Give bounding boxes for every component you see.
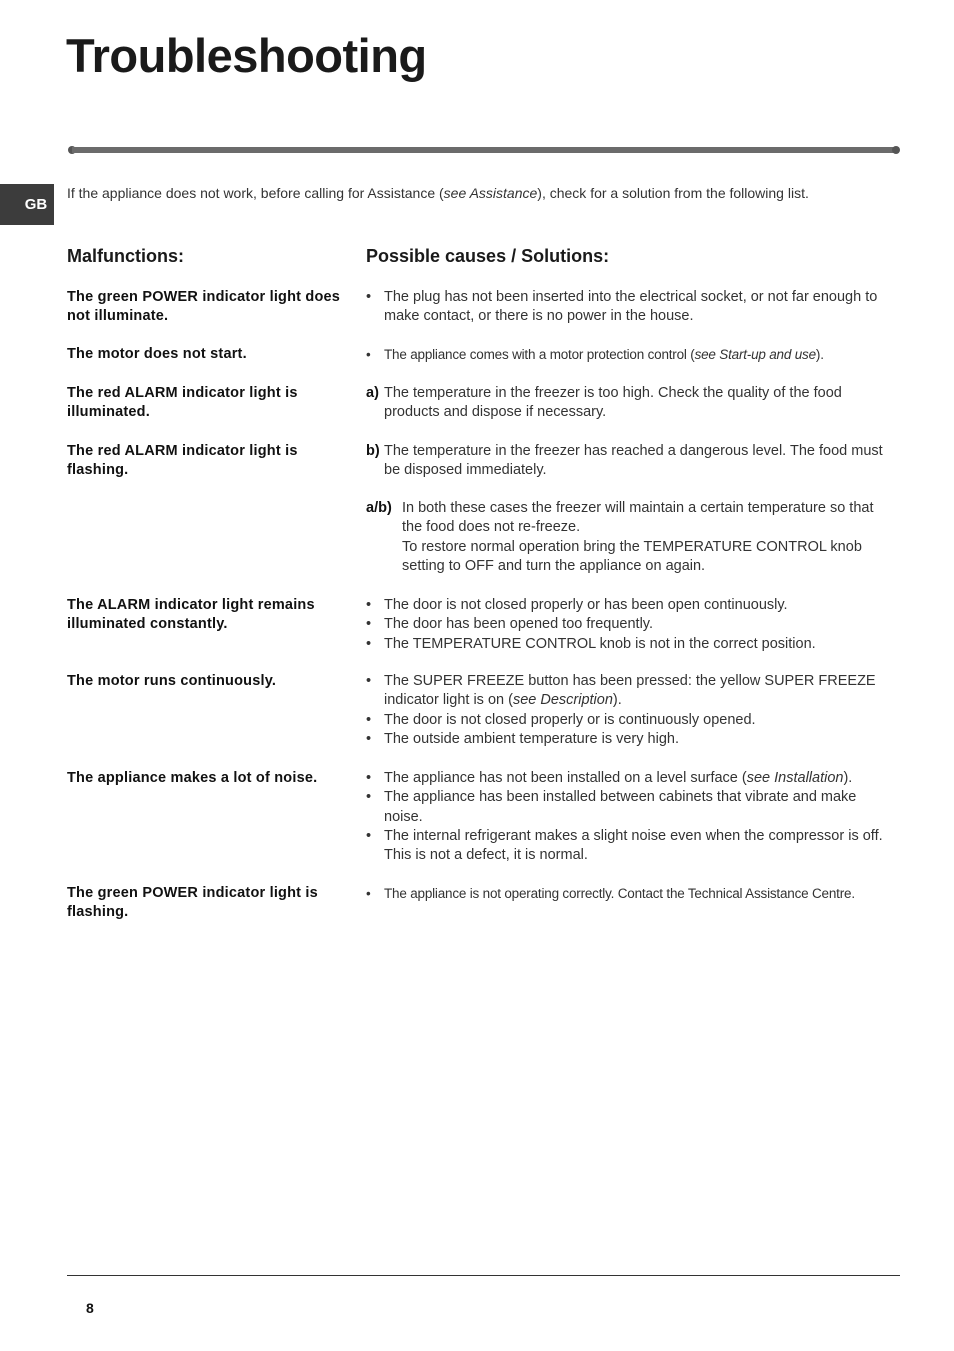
solution-text-after: ). (612, 692, 622, 709)
solution-2 (366, 345, 886, 364)
page-number: 8 (86, 1300, 94, 1316)
bullet: • (366, 616, 372, 633)
solution-5 (366, 499, 886, 576)
solution-item (366, 711, 886, 730)
bullet: • (366, 597, 372, 613)
solution-9 (366, 884, 886, 903)
solution-text: In both these cases the freezer will maintain a certain temperature so that the food does not re-freeze. (402, 500, 874, 536)
solution-4 (366, 442, 886, 481)
solution-ref: see Start-up and use (694, 347, 816, 362)
solution-text: The temperature in the freezer is too high. Check the quality of the food products and dispose if necessary. (384, 385, 842, 421)
solutions-heading: Possible causes / Solutions: (366, 246, 610, 266)
malfunction-5: The ALARM indicator light remains illuminated constantly. (67, 597, 315, 632)
solution-1 (366, 288, 886, 327)
intro-after: ), check for a solution from the following list. (537, 185, 809, 201)
solution-text: To restore normal operation bring the TEMPERATURE CONTROL knob setting to OFF and turn the appliance on again. (402, 538, 862, 574)
solution-text: The door has been opened too frequently. (384, 616, 653, 633)
solution-item (366, 730, 886, 749)
solution-text: The internal refrigerant makes a slight noise even when the compressor is off. This is not a defect, it is normal. (384, 827, 883, 864)
solution-text-before: The appliance comes with a motor protection control ( (384, 347, 695, 362)
solution-text: The plug has not been inserted into the electrical socket, or not far enough to make contact, or there is no power in the house. (384, 289, 878, 325)
solution-item (366, 384, 886, 423)
bullet: • (366, 347, 371, 362)
divider-right-cap (892, 146, 900, 154)
solution-item (366, 635, 886, 654)
title-divider (68, 146, 900, 154)
divider-bar (72, 147, 896, 153)
solution-item (366, 788, 886, 827)
bullet: • (366, 770, 372, 786)
bullet: • (366, 289, 372, 305)
solution-6 (366, 596, 886, 654)
solution-3 (366, 384, 886, 423)
solution-text: The temperature in the freezer has reached a dangerous level. The food must be disposed immediately. (384, 443, 883, 479)
solution-item (366, 499, 886, 576)
intro-text (67, 185, 809, 201)
malfunction-7: The appliance makes a lot of noise. (67, 770, 318, 786)
solution-item (366, 596, 886, 615)
solution-item (366, 672, 886, 711)
solution-item (366, 288, 886, 327)
solution-text-after: ). (815, 347, 824, 362)
bullet: • (366, 789, 372, 806)
bullet: • (366, 673, 372, 689)
solution-text-after: ). (843, 770, 853, 786)
solution-8 (366, 769, 886, 865)
solution-item (366, 884, 886, 903)
solution-text: The outside ambient temperature is very high. (384, 730, 679, 747)
malfunction-8: The green POWER indicator light is flashing. (67, 885, 318, 920)
solution-item (366, 615, 886, 634)
solution-item (366, 769, 886, 788)
solution-text: The appliance is not operating correctly. Contact the Technical Assistance Centre. (384, 886, 855, 901)
solution-text: The door is not closed properly or is continuously opened. (384, 711, 756, 728)
bullet-b: b) (366, 443, 380, 459)
intro-ref: see Assistance (443, 185, 538, 201)
malfunction-2: The motor does not start. (67, 346, 247, 362)
language-tab: GB (0, 184, 54, 225)
footer-divider (67, 1275, 900, 1276)
malfunction-4: The red ALARM indicator light is flashing. (67, 443, 298, 478)
malfunction-1: The green POWER indicator light does not illuminate. (67, 289, 341, 324)
solution-7 (366, 672, 886, 749)
malfunction-6: The motor runs continuously. (67, 673, 277, 689)
solution-text-before: The SUPER FREEZE button has been pressed: the yellow SUPER FREEZE indicator light is on ( (384, 673, 876, 709)
bullet-ab: a/b) (366, 500, 392, 516)
bullet: • (366, 711, 372, 728)
malfunctions-heading: Malfunctions: (67, 246, 184, 266)
intro-before: If the appliance does not work, before calling for Assistance ( (67, 185, 444, 201)
solution-text: The door is not closed properly or has been open continuously. (384, 597, 788, 613)
solution-ref: see Installation (746, 770, 844, 786)
page-title: Troubleshooting (66, 29, 427, 82)
solution-text: The TEMPERATURE CONTROL knob is not in the correct position. (384, 635, 816, 652)
solution-item (366, 442, 886, 481)
solution-text: The appliance has been installed between cabinets that vibrate and make noise. (384, 789, 857, 825)
malfunction-3: The red ALARM indicator light is illuminated. (67, 385, 298, 420)
solution-text-before: The appliance has not been installed on a level surface ( (384, 770, 747, 786)
solution-ref: see Description (512, 692, 613, 709)
solution-item (366, 345, 886, 364)
bullet: • (366, 827, 372, 844)
bullet: • (366, 886, 371, 901)
bullet: • (366, 730, 372, 747)
solution-item (366, 827, 886, 866)
bullet: • (366, 635, 372, 652)
bullet-a: a) (366, 385, 379, 401)
